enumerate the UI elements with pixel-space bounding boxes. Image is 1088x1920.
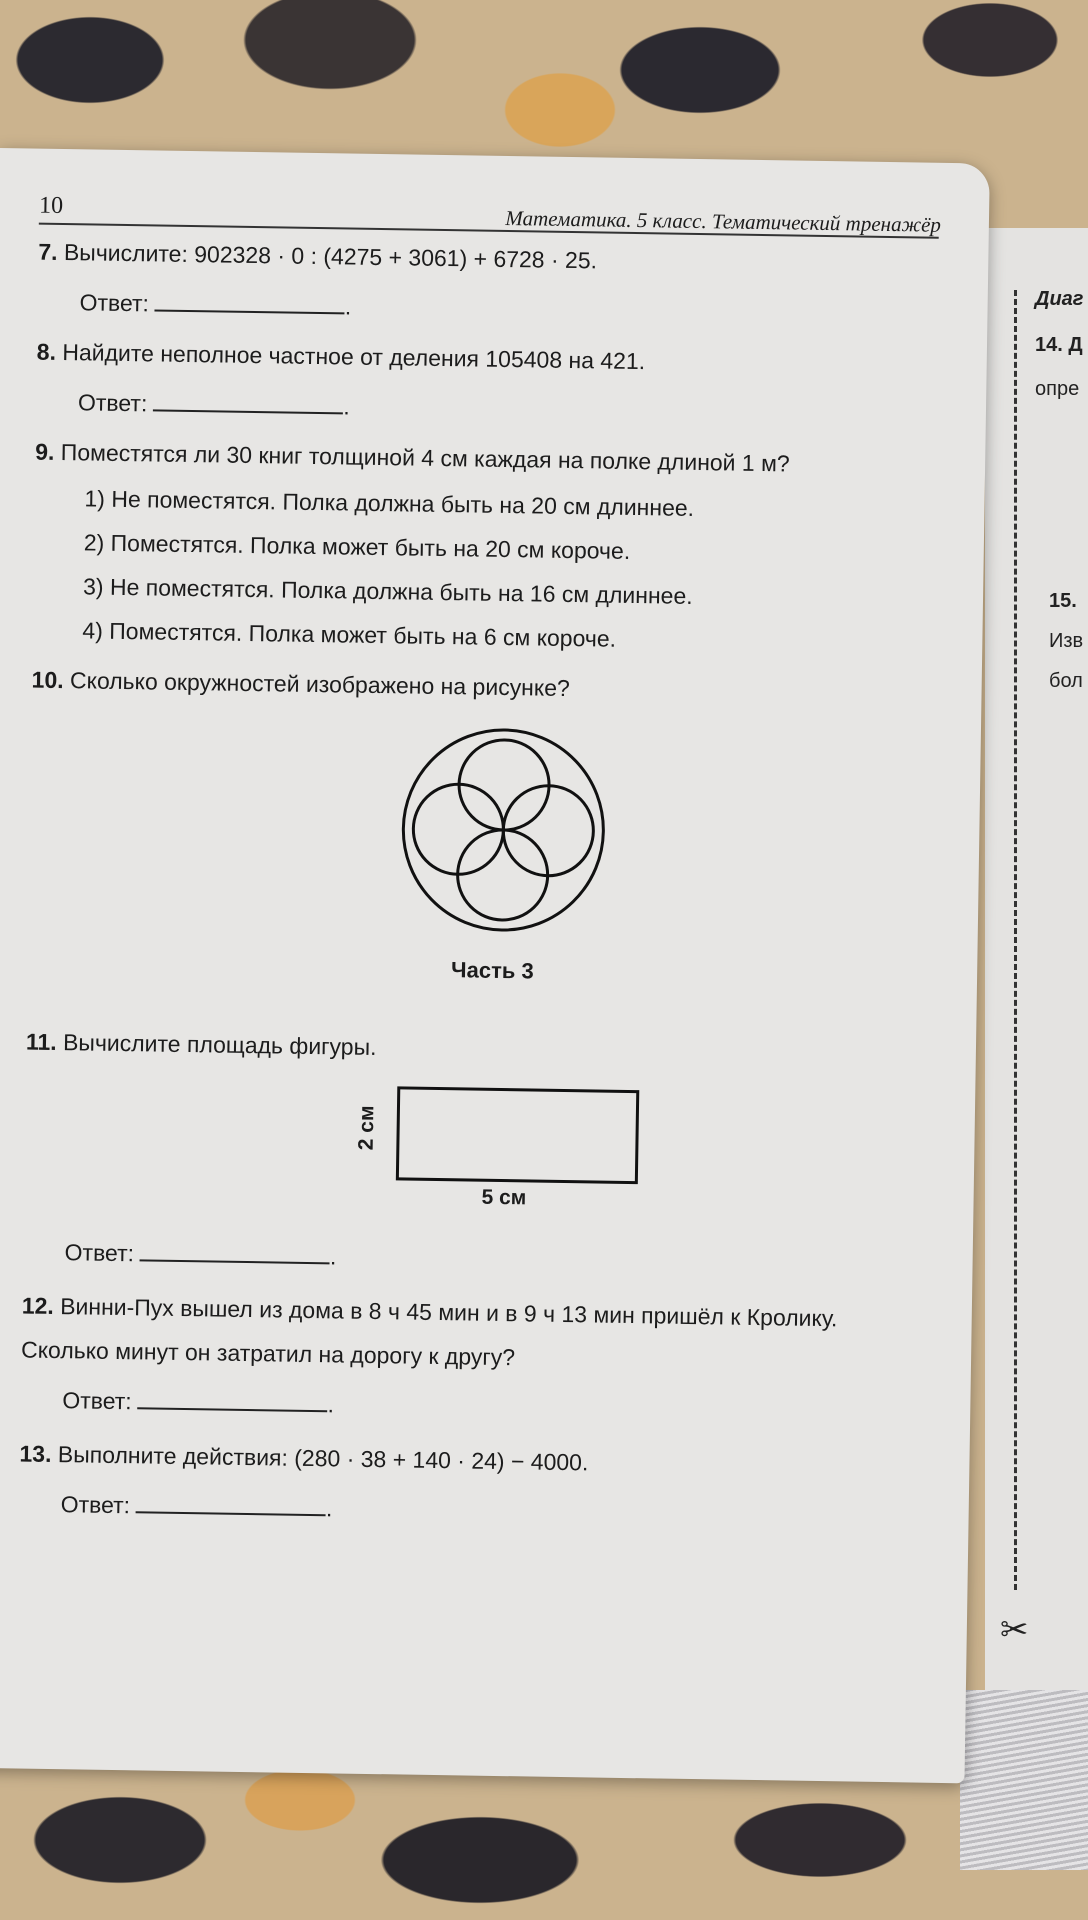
right-q15-text2: бол [1049, 670, 1083, 692]
circles-figure [392, 718, 615, 941]
right-page-header: Диаг [1035, 288, 1084, 310]
q9-option-1: 1) Не поместятся. Полка должна быть на 20 см длиннее. [84, 485, 695, 521]
right-page [985, 228, 1088, 1788]
running-header: Математика. 5 класс. Тематический тренажёр [505, 205, 942, 237]
question-8: 8. Найдите неполное частное от деления 105408 на 421. [36, 338, 646, 375]
answer-12: Ответ: . [62, 1387, 335, 1418]
question-10: 10. Сколько окружностей изображено на рисунке? [31, 666, 570, 702]
answer-line [138, 1407, 328, 1412]
question-13: 13. Выполните действия: (280 · 38 + 140 · 24) − 4000. [19, 1440, 589, 1476]
page-stack-edge [960, 1690, 1088, 1870]
page-content [19, 192, 942, 1522]
answer-13: Ответ: . [60, 1491, 333, 1522]
rectangle-height-label: 2 см [354, 1105, 379, 1151]
answer-line [136, 1511, 326, 1516]
part-3-heading: Часть 3 [450, 957, 534, 984]
right-q14-text: опре [1035, 378, 1080, 400]
question-12: 12. Винни-Пух вышел из дома в 8 ч 45 мин и в 9 ч 13 мин пришёл к Кролику. [21, 1292, 838, 1332]
question-9: 9. Поместятся ли 30 книг толщиной 4 см каждая на полке длиной 1 м? [35, 438, 790, 477]
right-q15: 15. [1049, 590, 1077, 612]
q9-option-4: 4) Поместятся. Полка может быть на 6 см короче. [82, 617, 617, 652]
answer-line [155, 309, 345, 314]
q9-option-3: 3) Не поместятся. Полка должна быть на 16 см длиннее. [82, 573, 693, 609]
answer-line [153, 409, 343, 414]
cut-line [1014, 290, 1017, 1590]
right-q14: 14. Д [1035, 334, 1083, 356]
question-12-line2: Сколько минут он затратил на дорогу к другу? [20, 1336, 516, 1371]
workbook-page [0, 148, 990, 1783]
question-11: 11. Вычислите площадь фигуры. [25, 1028, 377, 1061]
rectangle-width-label: 5 см [481, 1185, 527, 1210]
answer-11: Ответ: . [64, 1239, 337, 1270]
q9-option-2: 2) Поместятся. Полка может быть на 20 см короче. [83, 529, 631, 564]
answer-line [140, 1259, 330, 1264]
right-q15-text: Изв [1049, 630, 1084, 652]
page-number: 10 [38, 192, 64, 219]
answer-8: Ответ: . [77, 389, 350, 420]
rectangle-figure [396, 1086, 639, 1184]
scissors-icon: ✂ [1000, 1611, 1029, 1649]
question-7: 7. Вычислите: 902328 · 0 : (4275 + 3061) + 6728 · 25. [38, 238, 598, 274]
answer-7: Ответ: . [79, 289, 352, 320]
